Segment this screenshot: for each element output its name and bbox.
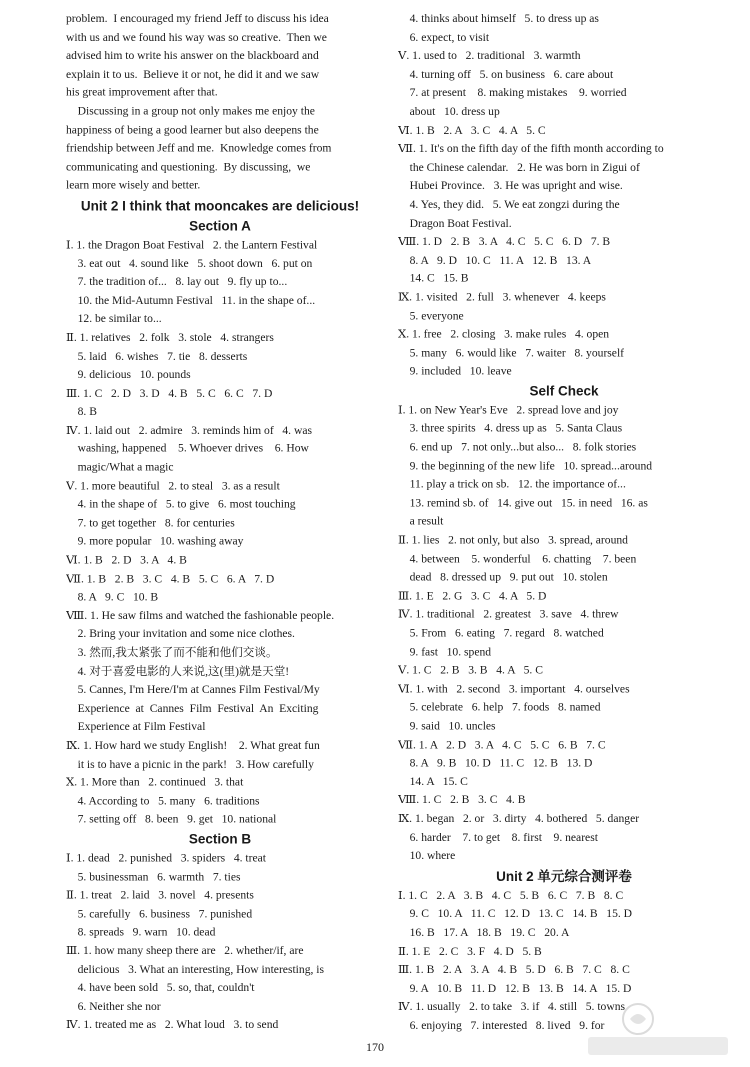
paragraph-line: explain it to us. Believe it or not, he did it and we saw <box>66 67 320 81</box>
answer-line: 8. B <box>66 405 97 419</box>
answer-line: Ⅹ. 1. free 2. closing 3. make rules 4. open <box>398 327 610 341</box>
answer-line: Ⅶ. 1. A 2. D 3. A 4. C 5. C 6. B 7. C <box>398 737 606 751</box>
answer-line: Dragon Boat Festival. <box>398 216 512 230</box>
answer-line: it is to have a picnic in the park! 3. How carefully <box>66 757 314 771</box>
answer-line: Ⅷ. 1. D 2. B 3. A 4. C 5. C 6. D 7. B <box>398 234 611 248</box>
answer-line: 5. everyone <box>398 309 464 323</box>
answer-line: 4. Yes, they did. 5. We eat zongzi during the <box>398 197 620 211</box>
answer-line: 4. According to 5. many 6. traditions <box>66 794 260 808</box>
paragraph-line: problem. I encouraged my friend Jeff to discuss his idea <box>66 11 329 25</box>
section-heading: Section B <box>188 831 252 847</box>
answer-line: Ⅱ. 1. E 2. C 3. F 4. D 5. B <box>398 944 542 958</box>
answer-line: 3. eat out 4. sound like 5. shoot down 6. put on <box>66 256 313 270</box>
answer-line: Ⅸ. 1. began 2. or 3. dirty 4. bothered 5. danger <box>398 812 640 826</box>
answer-line: 14. A 15. C <box>398 775 468 788</box>
answer-line: Ⅱ. 1. treat 2. laid 3. novel 4. presents <box>66 888 254 902</box>
answer-line: 9. said 10. uncles <box>398 719 496 733</box>
answer-line: 8. A 9. B 10. D 11. C 12. B 13. D <box>398 756 593 770</box>
answer-line: 5. celebrate 6. help 7. foods 8. named <box>398 700 601 714</box>
answer-line: 13. remind sb. of 14. give out 15. in need 16. as <box>398 496 648 510</box>
answer-line: 7. at present 8. making mistakes 9. worried <box>398 86 627 100</box>
answer-line: Ⅵ. 1. B 2. A 3. C 4. A 5. C <box>398 123 546 137</box>
answer-line: 7. setting off 8. been 9. get 10. national <box>66 812 277 826</box>
answer-line: 6. expect, to visit <box>398 30 490 44</box>
answer-line: 16. B 17. A 18. B 19. C 20. A <box>398 926 570 939</box>
paragraph-line: learn more wisely and better. <box>66 178 201 192</box>
answer-line: 4. have been sold 5. so, that, couldn't <box>66 981 255 995</box>
answer-line: Ⅴ. 1. used to 2. traditional 3. warmth <box>398 49 581 63</box>
paragraph-line: advised him to write his answer on the blackboard and <box>66 49 319 63</box>
answer-line: Ⅲ. 1. C 2. D 3. D 4. B 5. C 6. C 7. D <box>66 386 273 400</box>
paragraph-line: happiness of being a good learner but also deepens the <box>66 123 319 137</box>
watermark-logo-icon <box>568 997 738 1061</box>
answer-line: 7. to get together 8. for centuries <box>66 516 235 530</box>
answer-line: Ⅲ. 1. E 2. G 3. C 4. A 5. D <box>398 589 547 603</box>
answer-line: Ⅳ. 1. treated me as 2. What loud 3. to send <box>66 1018 279 1032</box>
answer-line: 10. where <box>398 849 456 863</box>
right-column <box>398 10 730 1035</box>
answer-line: Ⅸ. 1. visited 2. full 3. whenever 4. keeps <box>398 290 606 304</box>
answer-line: Ⅰ. 1. dead 2. punished 3. spiders 4. treat <box>66 851 267 865</box>
answer-line: Hubei Province. 3. He was upright and wise. <box>398 179 623 193</box>
answer-line: washing, happened 5. Whoever drives 6. How <box>66 442 309 456</box>
page-number: 170 <box>366 1040 384 1054</box>
answer-line: 9. included 10. leave <box>398 364 512 378</box>
answer-line: dead 8. dressed up 9. put out 10. stolen <box>398 570 608 584</box>
answer-line: 5. laid 6. wishes 7. tie 8. desserts <box>66 349 248 363</box>
answer-line: Experience at Cannes Film Festival An Exciting <box>66 701 319 715</box>
answer-line: 5. Cannes, I'm Here/I'm at Cannes Film Festival/My <box>66 683 320 697</box>
answer-line: Ⅸ. 1. How hard we study English! 2. What great fun <box>66 738 320 752</box>
answer-line: Ⅶ. 1. It's on the fifth day of the fifth month according to <box>398 142 664 156</box>
answer-line: 8. spreads 9. warn 10. dead <box>66 925 216 939</box>
answer-line: 2. Bring your invitation and some nice clothes. <box>66 627 295 641</box>
answer-line: Ⅷ. 1. He saw films and watched the fashionable people. <box>66 609 335 623</box>
answer-line: about 10. dress up <box>398 104 500 118</box>
answer-line: 6. harder 7. to get 8. first 9. nearest <box>398 830 598 844</box>
section-heading: Self Check <box>529 383 599 399</box>
answer-line: 4. in the shape of 5. to give 6. most touching <box>66 497 296 511</box>
answer-line: 5. businessman 6. warmth 7. ties <box>66 870 241 883</box>
answer-line: 3. 然而,我太紧张了而不能和他们交谈。 <box>66 646 278 660</box>
answer-line: Ⅳ. 1. usually 2. to take 3. if 4. still 5. towns <box>398 1000 626 1014</box>
answer-line: 5. From 6. eating 7. regard 8. watched <box>398 626 604 640</box>
answer-line: Ⅴ. 1. more beautiful 2. to steal 3. as a result <box>66 479 280 493</box>
answer-line: 10. the Mid-Autumn Festival 11. in the shape of... <box>66 293 316 307</box>
unit-heading: Unit 2 I think that mooncakes are delicious! <box>80 198 360 214</box>
answer-line: a result <box>398 514 444 528</box>
answer-line: Ⅳ. 1. laid out 2. admire 3. reminds him of 4. was <box>66 423 312 437</box>
answer-line: Ⅰ. 1. the Dragon Boat Festival 2. the Lantern Festival <box>66 238 318 252</box>
answer-line: 6. enjoying 7. interested 8. lived 9. for <box>398 1018 605 1032</box>
answer-line: 9. the beginning of the new life 10. spread...around <box>398 459 653 473</box>
answer-line: Ⅶ. 1. B 2. B 3. C 4. B 5. C 6. A 7. D <box>66 571 275 585</box>
answer-line: 7. the tradition of... 8. lay out 9. fly up to... <box>66 275 288 289</box>
unit-heading: Unit 2 单元综合测评卷 <box>496 868 632 884</box>
answer-line: 5. carefully 6. business 7. punished <box>66 907 253 921</box>
answer-line: 3. three spirits 4. dress up as 5. Santa Claus <box>398 422 623 436</box>
paragraph-line: his great improvement after that. <box>66 86 218 100</box>
answer-line: Ⅳ. 1. traditional 2. greatest 3. save 4. threw <box>398 607 619 621</box>
answer-line: 8. A 9. D 10. C 11. A 12. B 13. A <box>398 253 592 267</box>
answer-line: Ⅲ. 1. B 2. A 3. A 4. B 5. D 6. B 7. C 8. C <box>398 963 630 977</box>
paragraph-line: with us and we found his way was so creative. Then we <box>66 30 327 44</box>
answer-line: 9. more popular 10. washing away <box>66 534 244 548</box>
answer-line: 9. C 10. A 11. C 12. D 13. C 14. B 15. D <box>398 907 633 921</box>
answer-line: Experience at Film Festival <box>66 720 206 734</box>
answer-line: Ⅱ. 1. relatives 2. folk 3. stole 4. strangers <box>66 330 274 344</box>
answer-line: 6. Neither she nor <box>66 999 161 1013</box>
answer-line: 5. many 6. would like 7. waiter 8. yourself <box>398 346 625 360</box>
answer-line: Ⅱ. 1. lies 2. not only, but also 3. spread, around <box>398 533 628 547</box>
answer-line: Ⅰ. 1. on New Year's Eve 2. spread love and joy <box>398 403 619 417</box>
answer-line: Ⅴ. 1. C 2. B 3. B 4. A 5. C <box>398 663 543 677</box>
answer-line: Ⅵ. 1. with 2. second 3. important 4. ourselves <box>398 682 630 696</box>
answer-line: 4. between 5. wonderful 6. chatting 7. been <box>398 552 637 566</box>
answer-line: 8. A 9. C 10. B <box>66 590 159 604</box>
answer-line: 9. fast 10. spend <box>398 644 492 658</box>
answer-line: 11. play a trick on sb. 12. the importance of... <box>398 477 626 491</box>
answer-line: Ⅵ. 1. B 2. D 3. A 4. B <box>66 553 187 567</box>
answer-line: Ⅰ. 1. C 2. A 3. B 4. C 5. B 6. C 7. B 8. C <box>398 888 624 902</box>
answer-line: Ⅹ. 1. More than 2. continued 3. that <box>66 775 244 789</box>
answer-line: 4. 对于喜爱电影的人来说,这(里)就是天堂! <box>66 664 290 678</box>
left-column <box>66 10 374 1035</box>
answer-line: Ⅷ. 1. C 2. B 3. C 4. B <box>398 793 526 807</box>
answer-line: 12. be similar to... <box>66 312 162 326</box>
answer-line: delicious 3. What an interesting, How interesting, is <box>66 962 325 976</box>
paragraph-line: communicating and questioning. By discussing, we <box>66 160 311 174</box>
paragraph-line: Discussing in a group not only makes me enjoy the <box>66 104 315 118</box>
answer-line: 4. turning off 5. on business 6. care about <box>398 67 614 81</box>
answer-line: 9. delicious 10. pounds <box>66 368 191 382</box>
section-heading: Section A <box>189 218 251 234</box>
answer-line: 6. end up 7. not only...but also... 8. folk stories <box>398 440 637 454</box>
answer-line: 9. A 10. B 11. D 12. B 13. B 14. A 15. D <box>398 981 632 995</box>
answer-line: 4. thinks about himself 5. to dress up as <box>398 11 599 25</box>
answer-line: 14. C 15. B <box>398 272 469 286</box>
answer-line: the Chinese calendar. 2. He was born in Zigui of <box>398 160 640 174</box>
answer-line: magic/What a magic <box>66 460 174 474</box>
paragraph-line: friendship between Jeff and me. Knowledge comes from <box>66 141 332 155</box>
answer-line: Ⅲ. 1. how many sheep there are 2. whether/if, are <box>66 944 304 958</box>
